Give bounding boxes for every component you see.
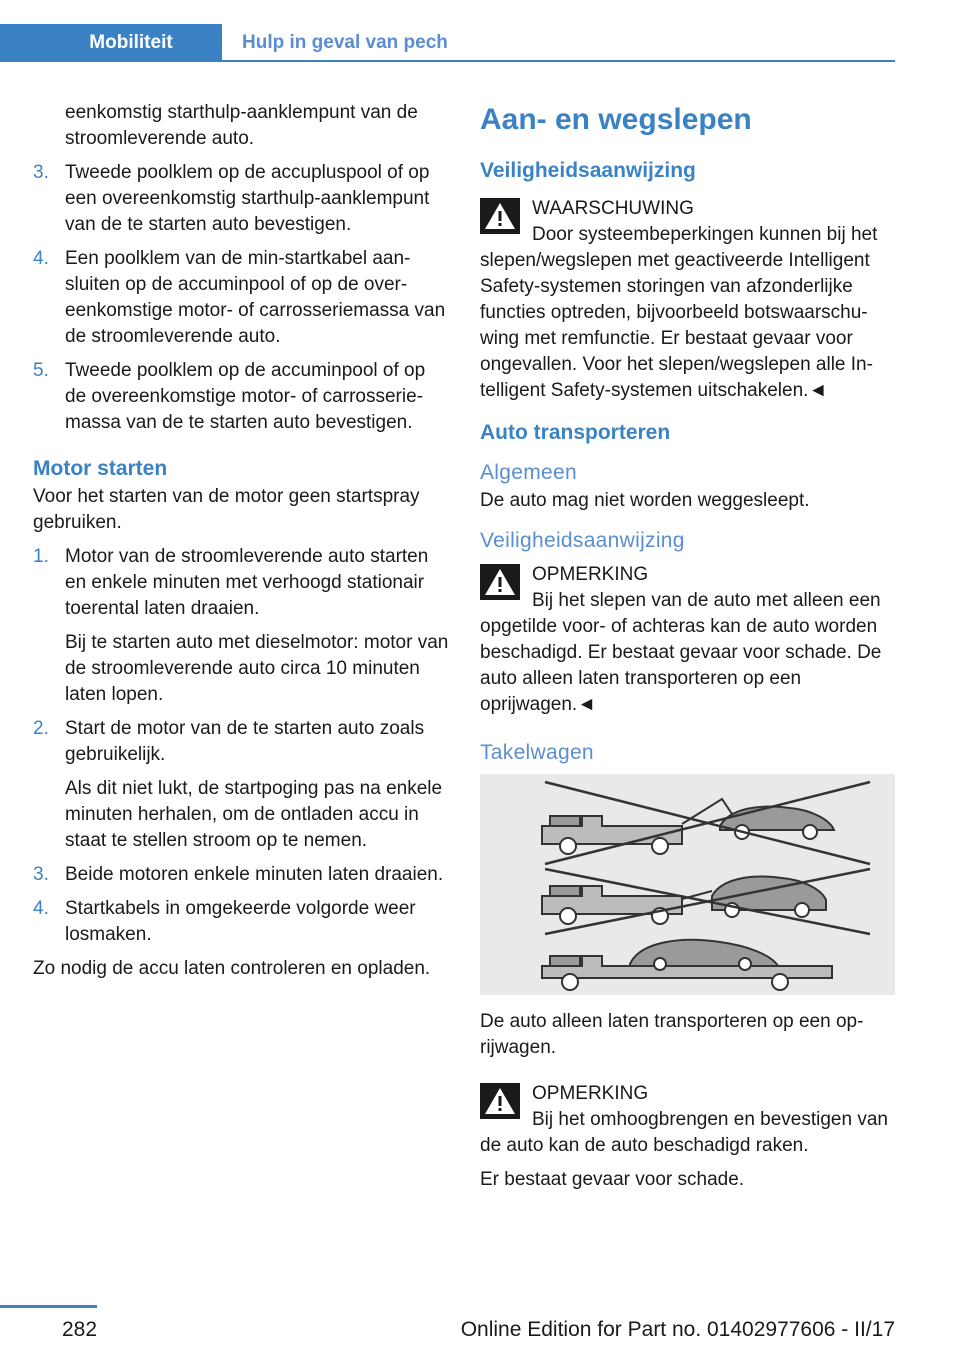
subheading-veiligheidsaanwijzing: Veiligheidsaanwijzing <box>480 529 685 552</box>
list-number: 5. <box>33 360 49 381</box>
subheading-takelwagen: Takelwagen <box>480 741 594 764</box>
subheading-algemeen: Algemeen <box>480 461 577 484</box>
footer-divider <box>0 1305 97 1308</box>
list-extra-text: Als dit niet lukt, de startpoging pas na enkele minuten herhalen, om de ontladen accu in staat te stellen stroom op te nemen. <box>65 778 443 851</box>
warning-triangle-icon <box>480 198 520 234</box>
warning-triangle-icon <box>480 564 520 600</box>
right-column <box>480 100 895 1201</box>
list-item <box>33 358 451 436</box>
list-item <box>33 716 451 854</box>
tab-mobiliteit[interactable]: Mobiliteit <box>0 24 222 62</box>
note-block-2 <box>480 1081 895 1159</box>
list-item <box>33 246 451 350</box>
list-number: 3. <box>33 864 49 885</box>
list-text: Tweede poolklem op de accupluspool of op een overeenkomstig starthulp-aanklempunt van de te starten auto bevestigen. <box>65 162 430 235</box>
left-column <box>33 100 451 990</box>
header-bar <box>0 24 895 62</box>
warning-text: Door systeembeperkingen kunnen bij het slepen/wegslepen met geactiveerde Intelligent Safety-systemen storingen van afzonderlijke functies optreden, bijvoorbeeld botswaarschuwing met remfunctie. Er bestaat gevaar voor ongevallen. Voor het slepen/wegslepen alle Intelligent Safety-systemen uitschakelen.◄ <box>480 224 878 401</box>
list-number: 3. <box>33 162 49 183</box>
list-text: Tweede poolklem op de accuminpool of op de overeenkomstige motor- of carrosseriemassa van de te starten auto bevestigen. <box>65 360 426 433</box>
list-text: Startkabels in omgekeerde volgorde weer losmaken. <box>65 898 416 945</box>
figure-caption: De auto alleen laten transporteren op een oprijwagen. <box>480 1011 864 1058</box>
list-text: Beide motoren enkele minuten laten draaien. <box>65 864 444 885</box>
warning-block <box>480 196 895 404</box>
towing-illustration <box>480 774 895 995</box>
motor-intro: Voor het starten van de motor geen startspray gebruiken. <box>33 486 420 533</box>
general-text: De auto mag niet worden weggesleept. <box>480 490 810 511</box>
list-item <box>33 160 451 238</box>
section-heading-auto-transporteren: Auto transporteren <box>480 421 671 444</box>
list-item <box>33 862 451 888</box>
page-number: 282 <box>62 1318 98 1341</box>
list-text: Start de motor van de te starten auto zoals gebruikelijk. <box>65 718 425 765</box>
warning-label: WAARSCHUWING <box>532 198 694 219</box>
list-number: 2. <box>33 718 49 739</box>
list-item <box>33 896 451 948</box>
list-number: 1. <box>33 546 49 567</box>
tab-hulp-in-geval-van-pech[interactable]: Hulp in geval van pech <box>242 32 448 53</box>
note2-extra: Er bestaat gevaar voor schade. <box>480 1169 745 1190</box>
list-text: Een poolklem van de min-startkabel aansluiten op de accuminpool of op de overeenkomstige motor- of carrosseriemassa van de stroomleverende auto. <box>65 248 446 347</box>
list-number: 4. <box>33 898 49 919</box>
chapter-title: Aan- en wegslepen <box>480 103 752 136</box>
list-continuation: eenkomstig starthulp-aanklempunt van de stroomleverende auto. <box>65 102 418 149</box>
note2-text: Bij het omhoogbrengen en bevestigen van de auto kan de auto beschadigd raken. <box>480 1109 888 1156</box>
header-divider <box>0 60 895 62</box>
note-text: Bij het slepen van de auto met alleen een opgetilde voor- of achteras kan de auto worden beschadigd. Er bestaat gevaar voor schade. De auto alleen laten transporteren op een oprijwagen.◄ <box>480 590 882 715</box>
closing-text: Zo nodig de accu laten controleren en opladen. <box>33 958 431 979</box>
note-block <box>480 562 895 718</box>
list-text: Motor van de stroomleverende auto starten en enkele minuten met verhoogd stationair toerental laten draaien. <box>65 546 429 619</box>
note2-label: OPMERKING <box>532 1083 649 1104</box>
edition-text: Online Edition for Part no. 01402977606 - II/17 <box>460 1318 895 1341</box>
section-heading-veiligheidsaanwijzing: Veiligheidsaanwijzing <box>480 159 696 182</box>
warning-triangle-icon <box>480 1083 520 1119</box>
note-label: OPMERKING <box>532 564 649 585</box>
list-item <box>33 544 451 708</box>
section-heading-motor-starten: Motor starten <box>33 457 168 480</box>
list-extra-text: Bij te starten auto met dieselmotor: motor van de stroomleverende auto circa 10 minuten laten lopen. <box>65 632 449 705</box>
list-number: 4. <box>33 248 49 269</box>
